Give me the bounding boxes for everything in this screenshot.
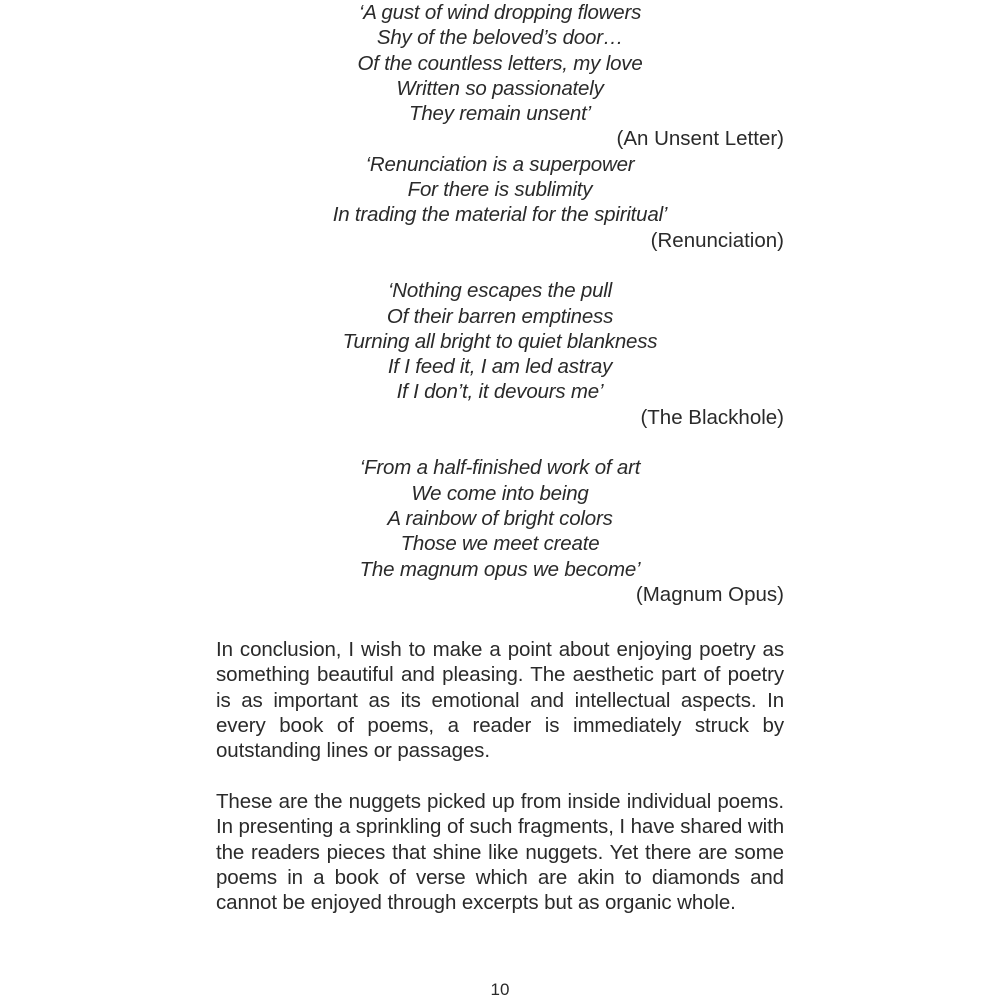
poem-excerpt-renunciation bbox=[216, 152, 784, 253]
poem-line: ‘Nothing escapes the pull bbox=[387, 279, 613, 303]
poem-line: If I feed it, I am led astray bbox=[387, 355, 613, 379]
poem-line: ‘Renunciation is a superpower bbox=[365, 152, 635, 176]
poem-line: We come into being bbox=[411, 481, 589, 505]
poem-line: For there is sublimity bbox=[407, 178, 593, 202]
poem-excerpt-magnum-opus bbox=[216, 455, 784, 607]
section-spacer bbox=[216, 607, 784, 637]
paragraph-spacer bbox=[216, 764, 784, 789]
poem-line: Of the countless letters, my love bbox=[357, 51, 643, 75]
poem-line: ‘From a half-finished work of art bbox=[359, 456, 641, 480]
poem-title: (Magnum Opus) bbox=[635, 582, 784, 606]
poem-line: ‘A gust of wind dropping flowers bbox=[358, 1, 642, 24]
page-number: 10 bbox=[490, 980, 510, 999]
poem-title: (The Blackhole) bbox=[640, 405, 784, 429]
poem-excerpt-unsent-letter bbox=[216, 0, 784, 152]
stanza-spacer bbox=[216, 430, 784, 455]
poem-line: Written so passionately bbox=[396, 76, 604, 100]
poem-line: Turning all bright to quiet blankness bbox=[342, 329, 658, 353]
body-paragraph: In conclusion, I wish to make a point about enjoying poetry as something beautiful and pleasing. The aesthetic part of poetry is as important as its emotional and intellectual aspects. In every book of poems, a reader is immediately struck by outstanding lines or passages. bbox=[216, 638, 784, 763]
poem-title: (An Unsent Letter) bbox=[616, 127, 784, 151]
poem-title: (Renunciation) bbox=[650, 228, 784, 252]
poem-line: The magnum opus we become’ bbox=[359, 557, 641, 581]
poem-line: If I don’t, it devours me’ bbox=[396, 380, 604, 404]
poem-line: Of their barren emptiness bbox=[386, 304, 614, 328]
poem-line: Those we meet create bbox=[400, 532, 600, 556]
poem-line: Shy of the beloved’s door… bbox=[376, 26, 624, 50]
poem-excerpt-blackhole bbox=[216, 278, 784, 430]
poem-line: In trading the material for the spiritual’ bbox=[332, 203, 668, 227]
poem-line: They remain unsent’ bbox=[409, 102, 591, 126]
stanza-spacer bbox=[216, 253, 784, 278]
page-content bbox=[216, 0, 784, 915]
body-paragraph: These are the nuggets picked up from inside individual poems. In presenting a sprinkling of such fragments, I have shared with the readers pieces that shine like nuggets. Yet there are some poems in a book of verse which are akin to diamonds and cannot be enjoyed through excerpts but as organic whole. bbox=[216, 789, 784, 915]
poem-line: A rainbow of bright colors bbox=[387, 506, 613, 530]
